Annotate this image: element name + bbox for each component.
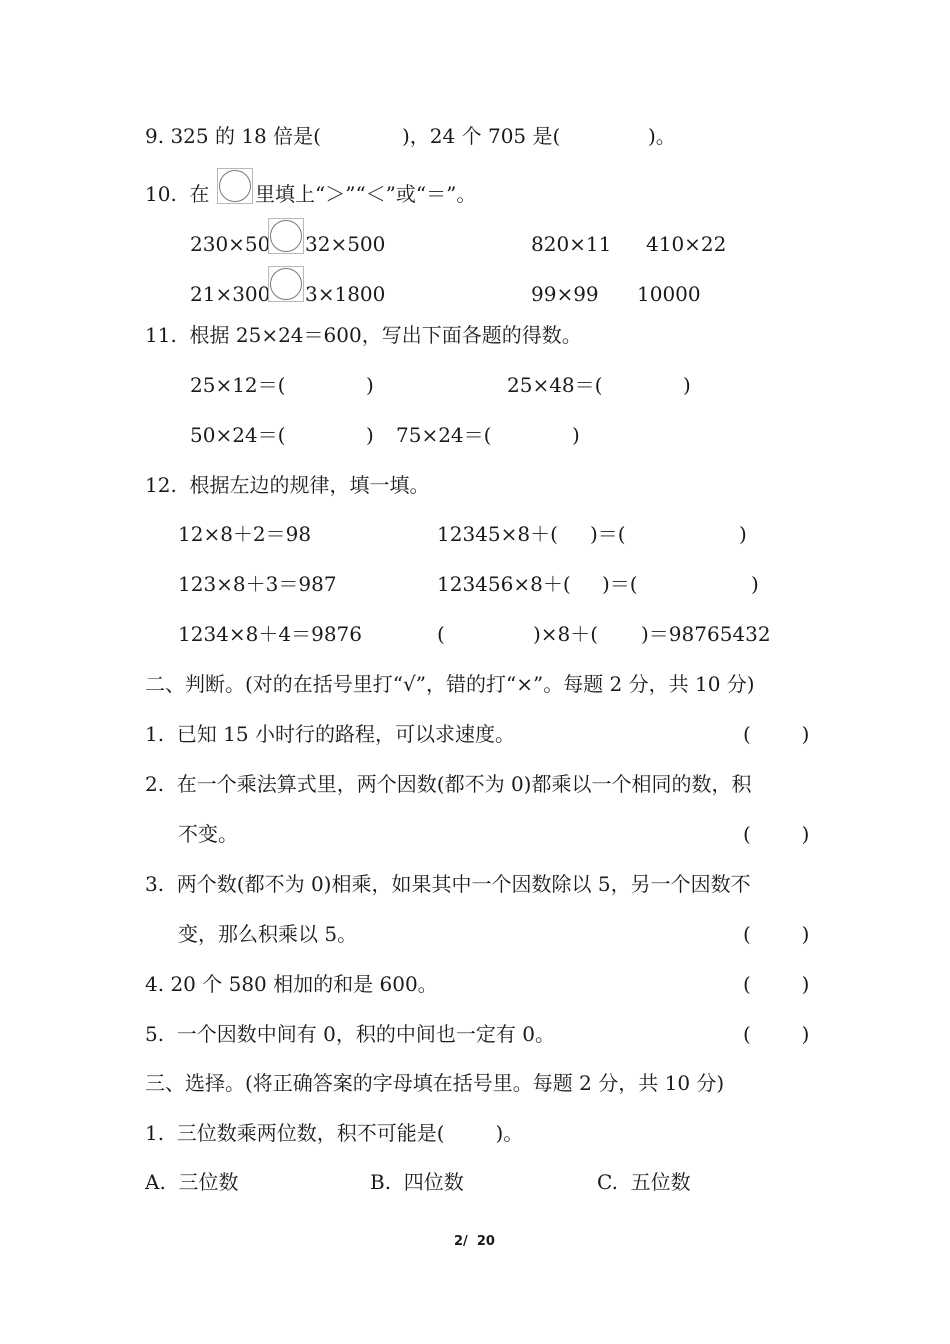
s2-item-3b: 变，那么积乘以 5。 (178, 922, 358, 946)
s2-item-2a: 2. 在一个乘法算式里，两个因数(都不为 0)都乘以一个相同的数，积 (145, 772, 752, 796)
answer-paren[interactable]: ( ) (743, 1022, 810, 1046)
q9-text-a: 9. 325 的 18 倍是( (145, 124, 321, 148)
q10-r1-left-b: 32×500 (305, 232, 386, 256)
q10-r1-left-a: 230×50 (190, 232, 271, 256)
q12-right-2a: 123456×8＋( (437, 572, 571, 596)
answer-paren[interactable]: ( ) (743, 722, 810, 746)
q9-text-c: )。 (648, 124, 676, 148)
q12-right-1b: )＝( (590, 522, 626, 546)
q10-r2-left-b: 3×1800 (305, 282, 386, 306)
page-number: 2/ 20 (454, 1234, 495, 1249)
q11-b-close: ) (683, 373, 691, 397)
compare-circle-icon[interactable] (268, 266, 304, 302)
answer-paren[interactable]: ( ) (743, 822, 810, 846)
q12-left-1: 12×8＋2＝98 (178, 522, 312, 546)
s3-option-a[interactable]: A. 三位数 (145, 1170, 239, 1194)
q11-title: 11. 根据 25×24＝600，写出下面各题的得数。 (145, 323, 582, 347)
s3-item-1: 1. 三位数乘两位数，积不可能是( )。 (145, 1121, 524, 1145)
q12-right-1a: 12345×8＋( (437, 522, 558, 546)
q10-instruction: 里填上“＞”“＜”或“＝”。 (255, 182, 477, 206)
q10-r2-left-a: 21×300 (190, 282, 271, 306)
q11-c-close: ) (366, 423, 374, 447)
q11-d-close: ) (572, 423, 580, 447)
compare-circle-icon[interactable] (268, 218, 304, 254)
q12-left-3: 1234×8＋4＝9876 (178, 622, 363, 646)
s3-option-c[interactable]: C. 五位数 (597, 1170, 691, 1194)
s2-item-2b: 不变。 (178, 822, 238, 846)
s2-item-3a: 3. 两个数(都不为 0)相乘，如果其中一个因数除以 5，另一个因数不 (145, 872, 751, 896)
q10-label: 10. 在 (145, 182, 210, 206)
q12-title: 12. 根据左边的规律，填一填。 (145, 473, 430, 497)
q10-r1-right-b: 410×22 (646, 232, 727, 256)
q10-r1-right-a: 820×11 (531, 232, 612, 256)
q11-b: 25×48＝( (507, 373, 603, 397)
q11-c: 50×24＝( (190, 423, 286, 447)
s2-item-4: 4. 20 个 580 相加的和是 600。 (145, 972, 438, 996)
answer-paren[interactable]: ( ) (743, 922, 810, 946)
q12-left-2: 123×8＋3＝987 (178, 572, 337, 596)
s2-item-5: 5. 一个因数中间有 0，积的中间也一定有 0。 (145, 1022, 555, 1046)
q10-r2-right-a: 99×99 (531, 282, 599, 306)
q12-right-3b: )×8＋( (533, 622, 599, 646)
compare-circle-icon (217, 168, 253, 204)
q12-right-3c: )＝98765432 (641, 622, 771, 646)
answer-paren[interactable]: ( ) (743, 972, 810, 996)
section3-title: 三、选择。(将正确答案的字母填在括号里。每题 2 分，共 10 分) (145, 1071, 725, 1095)
s2-item-1: 1. 已知 15 小时行的路程，可以求速度。 (145, 722, 515, 746)
q12-right-2c: ) (751, 572, 759, 596)
section2-title: 二、判断。(对的在括号里打“√”，错的打“×”。每题 2 分，共 10 分) (145, 672, 755, 696)
q12-right-2b: )＝( (602, 572, 638, 596)
q12-right-3a: ( (437, 622, 445, 646)
s3-option-b[interactable]: B. 四位数 (370, 1170, 464, 1194)
q10-r2-right-b: 10000 (637, 282, 701, 306)
q11-a: 25×12＝( (190, 373, 286, 397)
q11-d: 75×24＝( (396, 423, 492, 447)
q9-text-b: )，24 个 705 是( (402, 124, 561, 148)
q11-a-close: ) (366, 373, 374, 397)
q12-right-1c: ) (739, 522, 747, 546)
